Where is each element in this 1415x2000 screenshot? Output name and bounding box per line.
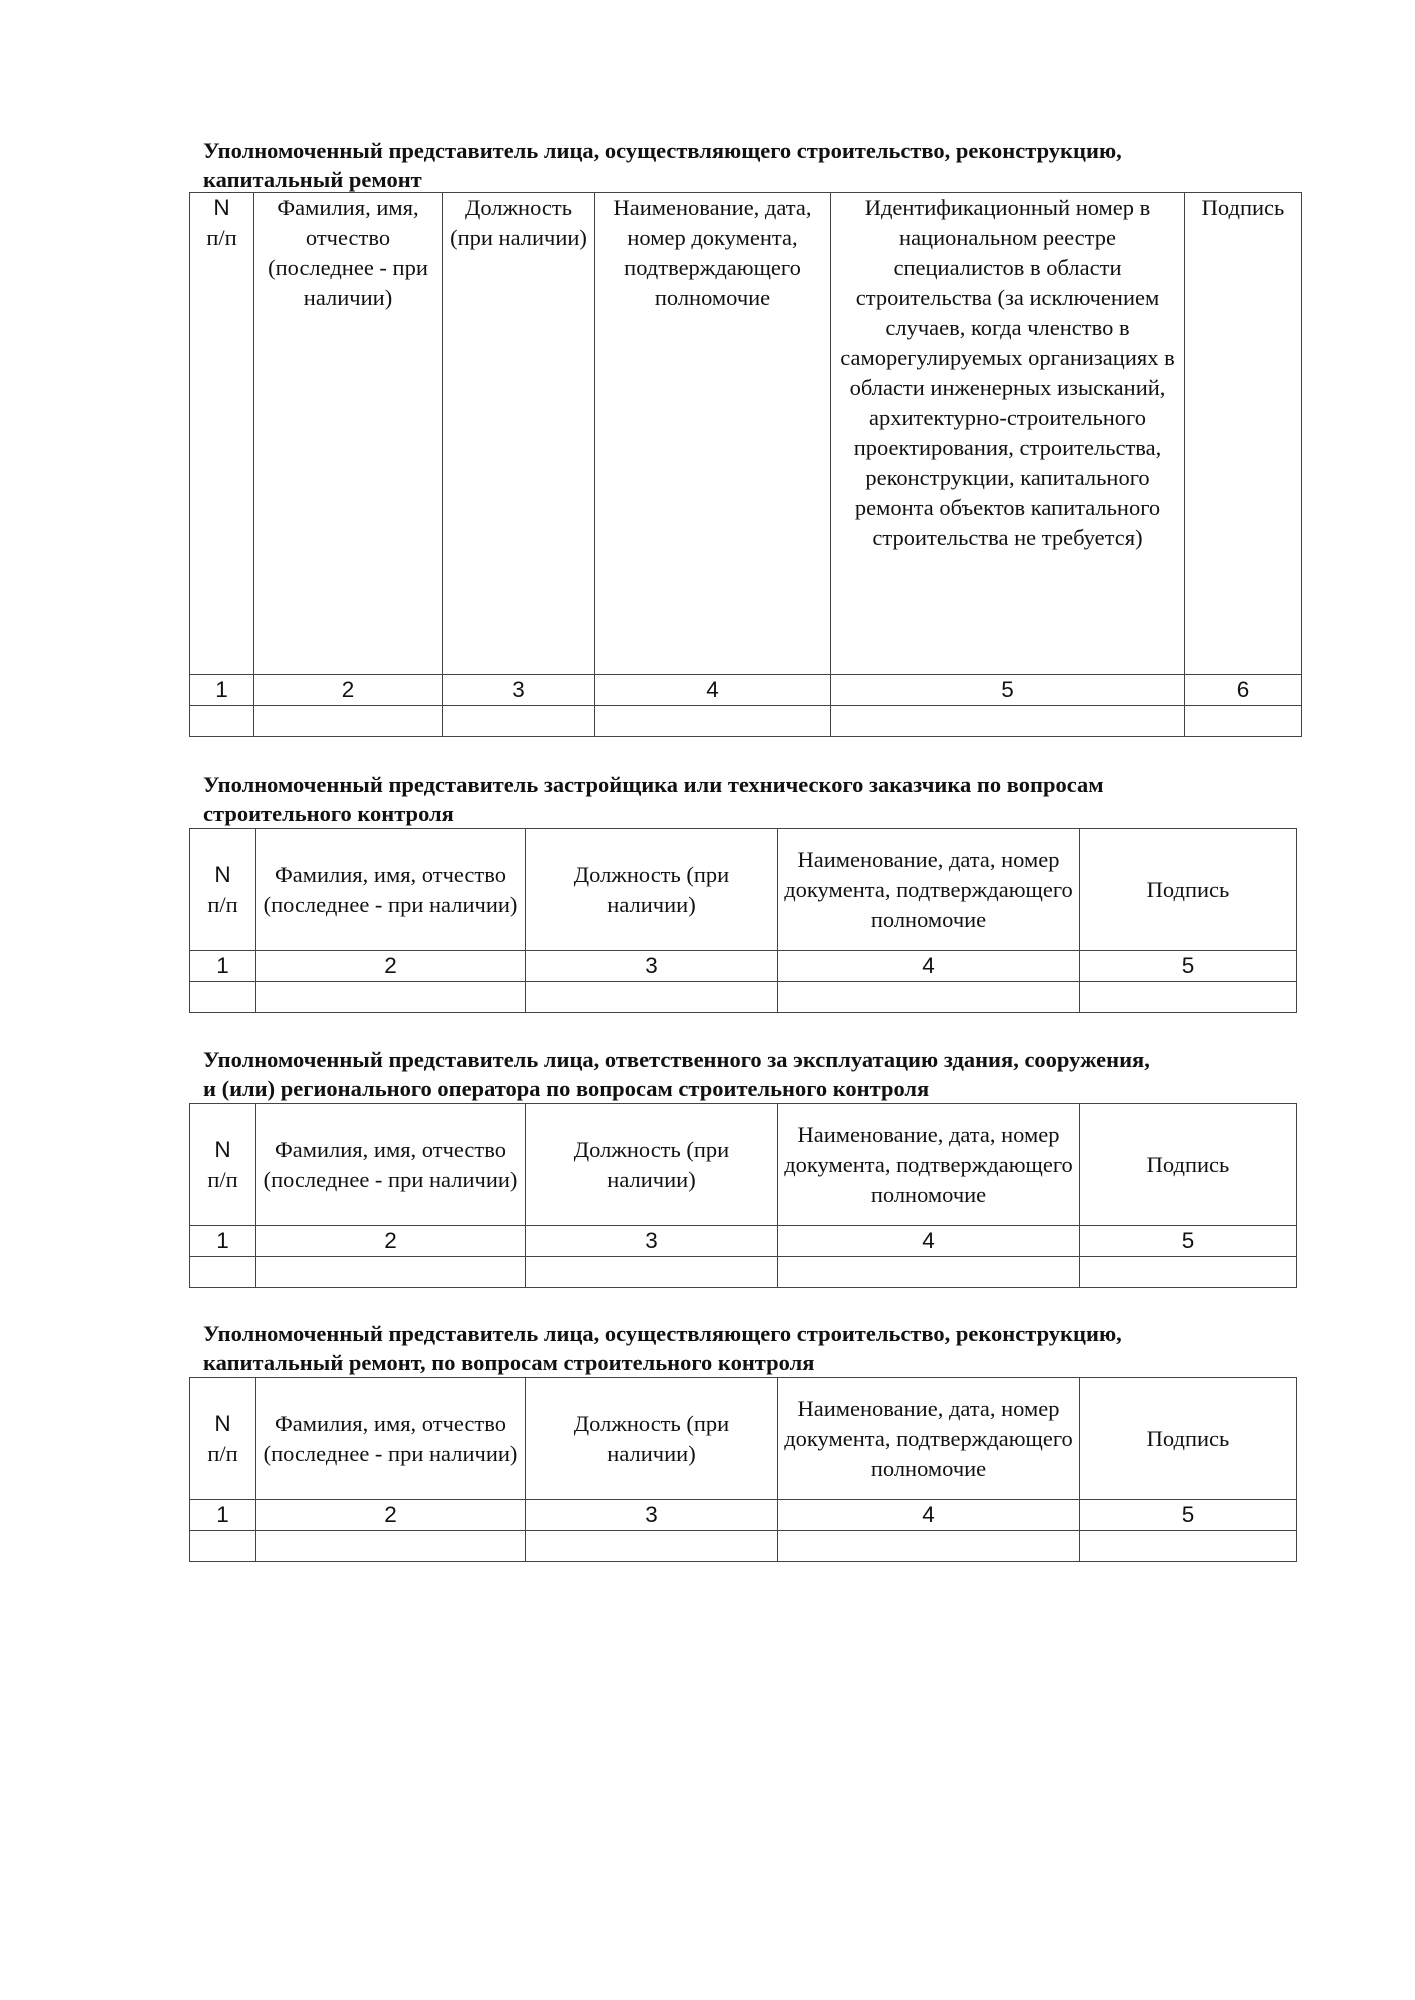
empty-entry-cell[interactable]	[831, 706, 1185, 737]
header-fio-label: Фамилия, имя, отчество (последнее - при наличии)	[263, 1410, 518, 1466]
header-position-label: Должность (при наличии)	[573, 1410, 730, 1466]
header-fio-label: Фамилия, имя, отчество (последнее - при наличии)	[268, 195, 428, 310]
header-document-label: Наименование, дата, номер документа, подтверждающего полномочие	[613, 195, 812, 310]
table-number-row	[190, 1226, 1297, 1257]
table-header-row	[190, 193, 1302, 675]
table-row	[190, 1531, 1297, 1562]
empty-entry-cell[interactable]	[778, 982, 1080, 1013]
header-cell-number	[190, 1378, 256, 1500]
header-cell-document	[778, 1104, 1080, 1226]
header-signature-label: Подпись	[1201, 195, 1285, 220]
empty-entry-cell[interactable]	[254, 706, 443, 737]
table-header-row	[190, 829, 1297, 951]
header-cell-number	[190, 1104, 256, 1226]
section-2-title-line-1: Уполномоченный представитель застройщика или технического заказчика по вопросам	[203, 772, 1104, 797]
header-cell-signature	[1080, 1378, 1297, 1500]
column-number-cell: 2	[256, 1226, 526, 1257]
empty-entry-cell[interactable]	[1185, 706, 1302, 737]
header-document-label: Наименование, дата, номер документа, подтверждающего полномочие	[784, 1121, 1073, 1207]
header-cell-fio	[256, 1378, 526, 1500]
table-row	[190, 706, 1302, 737]
empty-entry-cell[interactable]	[526, 1531, 778, 1562]
header-document-label: Наименование, дата, номер документа, подтверждающего полномочие	[784, 846, 1073, 932]
section-3-table	[189, 1103, 1297, 1288]
header-np: п/п	[207, 1440, 238, 1466]
header-fio-label: Фамилия, имя, отчество (последнее - при наличии)	[263, 861, 518, 917]
header-signature-label: Подпись	[1146, 1151, 1230, 1177]
header-position-label: Должность (при наличии)	[573, 1136, 730, 1192]
column-number-cell: 4	[778, 1226, 1080, 1257]
column-number-cell: 1	[190, 1500, 256, 1531]
column-number-cell: 4	[778, 1500, 1080, 1531]
header-fio-label: Фамилия, имя, отчество (последнее - при наличии)	[263, 1136, 518, 1192]
column-number-cell: 1	[190, 675, 254, 706]
section-1-title-line-1: Уполномоченный представитель лица, осуществляющего строительство, реконструкцию,	[203, 138, 1122, 163]
section-4-title-line-2: капитальный ремонт, по вопросам строительного контроля	[203, 1350, 815, 1375]
header-cell-signature	[1080, 1104, 1297, 1226]
header-cell-fio	[256, 1104, 526, 1226]
column-number-cell: 4	[778, 951, 1080, 982]
empty-entry-cell[interactable]	[190, 706, 254, 737]
column-number-cell: 5	[1080, 1500, 1297, 1531]
empty-entry-cell[interactable]	[190, 1257, 256, 1288]
column-number-cell: 5	[831, 675, 1185, 706]
empty-entry-cell[interactable]	[1080, 1531, 1297, 1562]
header-np: п/п	[206, 225, 237, 250]
section-1-title	[203, 136, 1122, 194]
empty-entry-cell[interactable]	[1080, 982, 1297, 1013]
section-3-title	[203, 1045, 1150, 1103]
column-number-cell: 3	[526, 1226, 778, 1257]
empty-entry-cell[interactable]	[526, 982, 778, 1013]
column-number-cell: 4	[595, 675, 831, 706]
empty-entry-cell[interactable]	[256, 1531, 526, 1562]
section-2-table	[189, 828, 1297, 1013]
empty-entry-cell[interactable]	[443, 706, 595, 737]
column-number-cell: 5	[1080, 1226, 1297, 1257]
header-cell-fio	[256, 829, 526, 951]
empty-entry-cell[interactable]	[778, 1531, 1080, 1562]
table-number-row	[190, 1500, 1297, 1531]
section-1-title-line-2: капитальный ремонт	[203, 167, 422, 192]
table-number-row	[190, 951, 1297, 982]
header-cell-document	[778, 829, 1080, 951]
empty-entry-cell[interactable]	[190, 982, 256, 1013]
header-cell-fio	[254, 193, 443, 675]
section-2-title	[203, 770, 1104, 828]
empty-entry-cell[interactable]	[778, 1257, 1080, 1288]
section-4-title	[203, 1319, 1122, 1377]
empty-entry-cell[interactable]	[256, 982, 526, 1013]
table-header-row	[190, 1378, 1297, 1500]
column-number-cell: 3	[443, 675, 595, 706]
header-cell-position	[526, 1378, 778, 1500]
table-row	[190, 982, 1297, 1013]
header-np: п/п	[207, 891, 238, 917]
section-3-title-line-2: и (или) регионального оператора по вопросам строительного контроля	[203, 1076, 930, 1101]
section-4-title-line-1: Уполномоченный представитель лица, осуществляющего строительство, реконструкцию,	[203, 1321, 1122, 1346]
header-n: N	[214, 861, 231, 887]
header-n: N	[214, 1136, 231, 1162]
header-position-label: Должность (при наличии)	[573, 861, 730, 917]
empty-entry-cell[interactable]	[256, 1257, 526, 1288]
header-cell-position	[443, 193, 595, 675]
header-cell-signature	[1080, 829, 1297, 951]
column-number-cell: 2	[256, 1500, 526, 1531]
column-number-cell: 2	[254, 675, 443, 706]
column-number-cell: 3	[526, 951, 778, 982]
header-np: п/п	[207, 1166, 238, 1192]
header-cell-position	[526, 1104, 778, 1226]
header-cell-signature	[1185, 193, 1302, 675]
header-document-label: Наименование, дата, номер документа, подтверждающего полномочие	[784, 1395, 1073, 1481]
empty-entry-cell[interactable]	[595, 706, 831, 737]
section-2-title-line-2: строительного контроля	[203, 801, 454, 826]
header-cell-document	[595, 193, 831, 675]
column-number-cell: 2	[256, 951, 526, 982]
table-header-row	[190, 1104, 1297, 1226]
header-signature-label: Подпись	[1146, 1425, 1230, 1451]
section-4-table	[189, 1377, 1297, 1562]
table-number-row	[190, 675, 1302, 706]
header-cell-document	[778, 1378, 1080, 1500]
header-id-number-label: Идентификационный номер в национальном реестре специалистов в области строительства (за исключением случаев, когда членство в саморегулируемых организациях в области инженерных изысканий, архитектурно-строительного проектирования, строительства, реконструкции, капитального ремонта объектов капитального строительства не требуется)	[840, 195, 1175, 550]
column-number-cell: 1	[190, 951, 256, 982]
empty-entry-cell[interactable]	[1080, 1257, 1297, 1288]
empty-entry-cell[interactable]	[526, 1257, 778, 1288]
empty-entry-cell[interactable]	[190, 1531, 256, 1562]
column-number-cell: 3	[526, 1500, 778, 1531]
header-cell-position	[526, 829, 778, 951]
header-cell-number	[190, 829, 256, 951]
header-cell-number	[190, 193, 254, 675]
section-3-title-line-1: Уполномоченный представитель лица, ответственного за эксплуатацию здания, сооружения,	[203, 1047, 1150, 1072]
header-n: N	[213, 195, 230, 220]
header-n: N	[214, 1410, 231, 1436]
section-1-table	[189, 192, 1302, 737]
column-number-cell: 6	[1185, 675, 1302, 706]
column-number-cell: 5	[1080, 951, 1297, 982]
header-position-label: Должность (при наличии)	[450, 195, 587, 250]
header-signature-label: Подпись	[1146, 876, 1230, 902]
header-cell-id-number	[831, 193, 1185, 675]
column-number-cell: 1	[190, 1226, 256, 1257]
table-row	[190, 1257, 1297, 1288]
